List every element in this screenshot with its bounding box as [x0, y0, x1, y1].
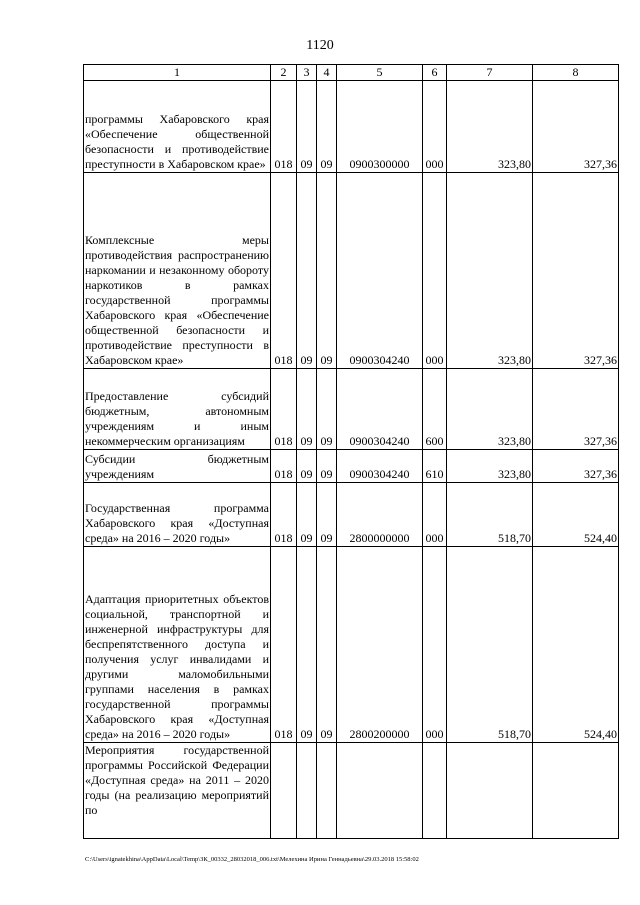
column-header: 4: [317, 65, 337, 81]
cell-target-article: 0900304240: [337, 173, 423, 369]
cell-subsection: 09: [317, 173, 337, 369]
row-name: Комплексные меры противодействия распространению наркомании и незаконному обороту наркотиков в рамках государственной программы Хабаровского края «Обеспечение общественной безопасности и противодействие преступности в Хабаровском крае»: [84, 173, 271, 369]
cell-subsection: [317, 743, 337, 839]
cell-subsection: 09: [317, 547, 337, 743]
cell-ministry-code: 018: [271, 547, 297, 743]
cell-amount-2: 327,36: [533, 81, 619, 173]
cell-ministry-code: 018: [271, 369, 297, 450]
table-header-row: [84, 65, 619, 81]
cell-amount-1: 323,80: [447, 450, 533, 483]
table-row: [84, 483, 619, 547]
cell-section: 09: [297, 81, 317, 173]
file-path-footer: C:\Users\ignatekhina\AppData\Local\Temp\ЗК_00332_28032018_006.txt\Мелехина Ирина Геннадьевна\29.03.2018 15:58:02: [85, 856, 419, 863]
column-header: 3: [297, 65, 317, 81]
column-header: 7: [447, 65, 533, 81]
cell-ministry-code: 018: [271, 173, 297, 369]
cell-target-article: [337, 743, 423, 839]
column-header: 1: [84, 65, 271, 81]
table-row: [84, 173, 619, 369]
table-row: [84, 369, 619, 450]
table-row: [84, 450, 619, 483]
row-name: Предоставление субсидий бюджетным, автономным учреждениям и иным некоммерческим организациям: [84, 369, 271, 450]
cell-expense-type: 600: [423, 369, 447, 450]
cell-section: [297, 743, 317, 839]
cell-ministry-code: 018: [271, 81, 297, 173]
cell-amount-2: 524,40: [533, 483, 619, 547]
cell-expense-type: 000: [423, 173, 447, 369]
cell-amount-2: 327,36: [533, 450, 619, 483]
row-name: Мероприятия государственной программы Российской Федерации «Доступная среда» на 2011 – 2020 годы (на реализацию мероприятий по: [84, 743, 271, 839]
table-row: [84, 547, 619, 743]
cell-amount-2: 524,40: [533, 547, 619, 743]
cell-subsection: 09: [317, 81, 337, 173]
cell-amount-2: 327,36: [533, 369, 619, 450]
cell-expense-type: 610: [423, 450, 447, 483]
cell-amount-1: 518,70: [447, 547, 533, 743]
cell-expense-type: 000: [423, 547, 447, 743]
row-name: Субсидии бюджетным учреждениям: [84, 450, 271, 483]
cell-section: 09: [297, 173, 317, 369]
row-name: Адаптация приоритетных объектов социальной, транспортной и инженерной инфраструктуры для беспрепятственного доступа и получения услуг инвалидами и другими маломобильными группами населения в рамках государственной программы Хабаровского края «Доступная среда» на 2016 – 2020 годы»: [84, 547, 271, 743]
cell-subsection: 09: [317, 369, 337, 450]
column-header: 8: [533, 65, 619, 81]
cell-subsection: 09: [317, 483, 337, 547]
cell-expense-type: 000: [423, 81, 447, 173]
cell-amount-1: 323,80: [447, 173, 533, 369]
cell-ministry-code: [271, 743, 297, 839]
cell-ministry-code: 018: [271, 483, 297, 547]
cell-amount-2: 327,36: [533, 173, 619, 369]
cell-target-article: 0900300000: [337, 81, 423, 173]
cell-section: 09: [297, 483, 317, 547]
cell-section: 09: [297, 547, 317, 743]
cell-amount-2: [533, 743, 619, 839]
cell-target-article: 2800200000: [337, 547, 423, 743]
column-header: 6: [423, 65, 447, 81]
cell-section: 09: [297, 369, 317, 450]
cell-subsection: 09: [317, 450, 337, 483]
row-name: Государственная программа Хабаровского края «Доступная среда» на 2016 – 2020 годы»: [84, 483, 271, 547]
cell-expense-type: 000: [423, 483, 447, 547]
cell-expense-type: [423, 743, 447, 839]
column-header: 2: [271, 65, 297, 81]
table-row: [84, 81, 619, 173]
page-number: 1120: [306, 38, 334, 53]
cell-target-article: 0900304240: [337, 369, 423, 450]
cell-section: 09: [297, 450, 317, 483]
cell-amount-1: 323,80: [447, 369, 533, 450]
column-header: 5: [337, 65, 423, 81]
cell-target-article: 0900304240: [337, 450, 423, 483]
table-row: [84, 743, 619, 839]
row-name: программы Хабаровского края «Обеспечение общественной безопасности и противодействие преступности в Хабаровском крае»: [84, 81, 271, 173]
cell-amount-1: 518,70: [447, 483, 533, 547]
cell-amount-1: [447, 743, 533, 839]
cell-target-article: 2800000000: [337, 483, 423, 547]
budget-table: [83, 64, 619, 839]
cell-amount-1: 323,80: [447, 81, 533, 173]
cell-ministry-code: 018: [271, 450, 297, 483]
